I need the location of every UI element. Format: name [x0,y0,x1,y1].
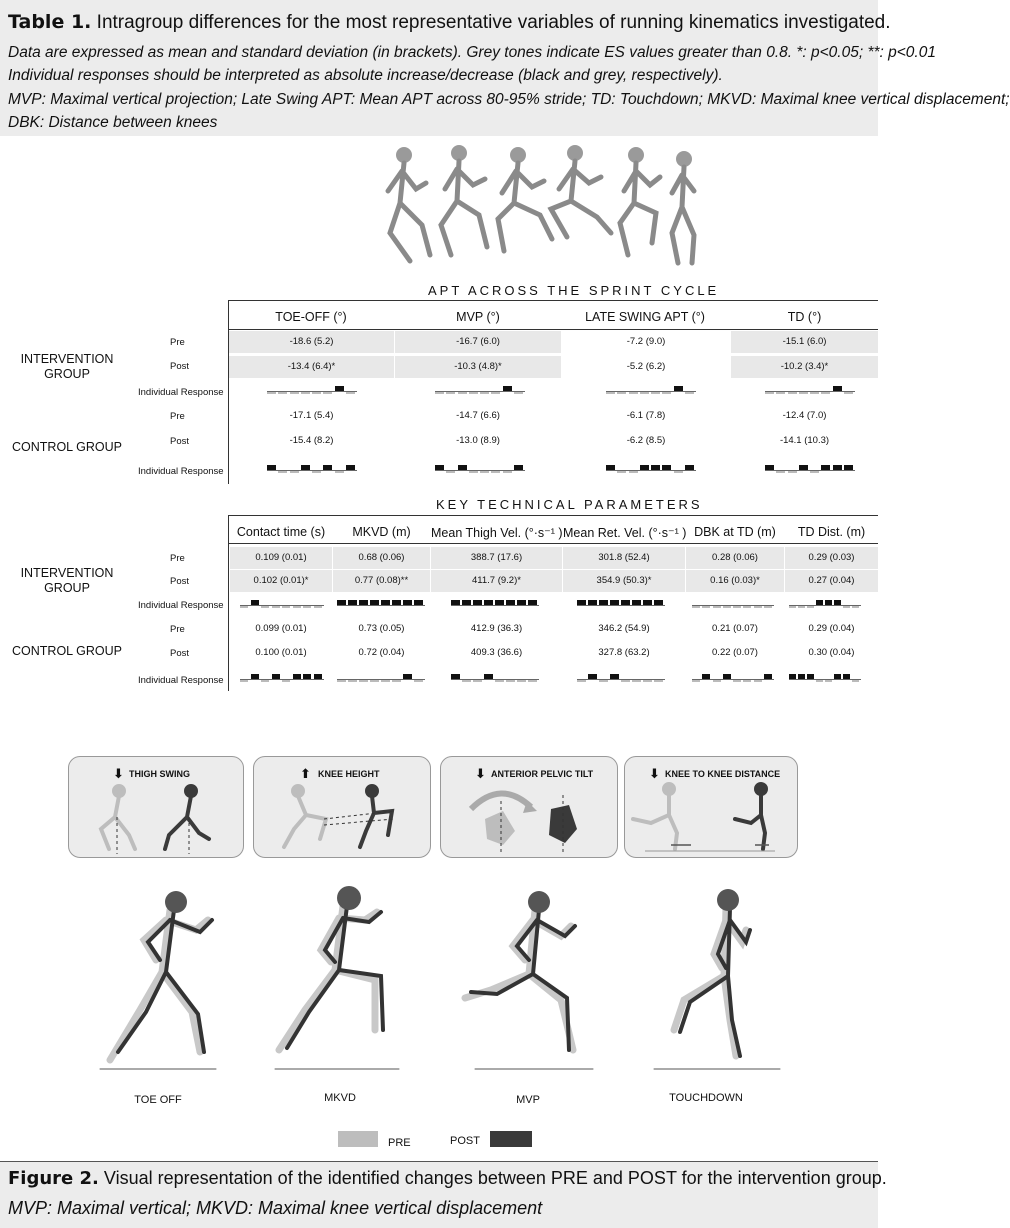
table-note: DBK: Distance between knees [8,114,218,131]
arrow-down-icon: ⬇ [649,766,660,781]
table-note: Data are expressed as mean and standard deviation (in brackets). Grey tones indicate ES values greater than 0.8. *: p<0.05; **: p<0.01 [8,44,936,61]
intervention-response-bar [240,599,324,611]
ktp-control.pre-cell: 0.21 (0.07) [712,623,758,634]
ktp-intervention.pre-cell: 0.68 (0.06) [333,547,430,569]
ktp-intervention.post-cell: 0.77 (0.08)** [333,570,430,592]
figure-label: Figure 2. [8,1168,99,1189]
response-baseline [765,470,855,471]
arrow-up-icon: ⬆ [300,766,311,781]
apt-intervention-label [8,352,126,382]
panel-label: ANTERIOR PELVIC TILT [491,769,594,779]
ktp-header-rule [228,543,878,544]
intervention-response-bar [789,599,861,611]
thigh-swing-skeletons [69,779,243,857]
apt-control.post-cell: -6.2 (8.5) [626,435,666,446]
apt-col-toe-off: TOE-OFF (°) [275,310,347,324]
legend-post-label: POST [450,1135,480,1147]
apt-left-rule [228,300,229,484]
control-response-bar [692,673,774,685]
arrow-down-icon: ⬇ [113,766,124,781]
row-label-pre: Pre [170,553,185,564]
panel-anterior-pelvic-tilt [440,756,618,858]
phase-label-touchdown: TOUCHDOWN [669,1092,743,1104]
ktp-control.post-cell: 409.3 (36.6) [470,647,523,658]
ktp-top-rule [228,515,878,516]
group-label-line: INTERVENTION [20,566,114,580]
apt-control-label: CONTROL GROUP [12,440,122,454]
apt-control.post-cell: -15.4 (8.2) [289,435,334,446]
control-response-bar [240,673,324,685]
ktp-intervention.post-cell: 0.27 (0.04) [785,570,878,592]
ktp-intervention.pre-cell: 301.8 (52.4) [563,547,685,569]
knee-distance-skeletons [625,779,797,857]
overlay-skeletons [90,880,810,1075]
table-title [8,10,891,35]
apt-control.pre-cell: -14.7 (6.6) [456,410,500,421]
response-baseline [240,679,324,680]
phase-label-mkvd: MKVD [324,1092,356,1104]
response-baseline [692,605,774,606]
control-response-bar [451,673,539,685]
apt-intervention.pre-cell: -15.1 (6.0) [731,331,878,353]
panel-thigh-swing [68,756,244,858]
ktp-intervention-label [8,566,126,596]
response-baseline [606,470,696,471]
response-baseline [789,605,861,606]
ktp-col-td-dist: TD Dist. (m) [797,525,866,539]
panel-label: KNEE TO KNEE DISTANCE [665,769,781,779]
intervention-response-bar [337,599,425,611]
response-baseline [267,391,357,392]
row-label-response: Individual Response [138,466,224,477]
response-baseline [451,679,539,680]
apt-section-title: APT ACROSS THE SPRINT CYCLE [428,283,720,298]
apt-intervention.post-cell: -13.4 (6.4)* [229,356,394,378]
apt-intervention.pre-cell: -16.7 (6.0) [395,331,561,353]
arrow-down-icon: ⬇ [475,766,486,781]
row-label-pre: Pre [170,337,185,348]
ktp-intervention.post-cell: 0.102 (0.01)* [230,570,332,592]
response-baseline [435,391,525,392]
legend-pre-swatch [338,1131,378,1147]
response-baseline [789,679,861,680]
intervention-response-bar [451,599,539,611]
ktp-col-mkvd: MKVD (m) [352,525,411,539]
apt-intervention.pre-cell: -18.6 (5.2) [229,331,394,353]
ktp-col-contact-time: Contact time (s) [236,525,326,539]
figure-caption-abbrev: MVP: Maximal vertical; MKVD: Maximal knee vertical displacement [8,1198,543,1218]
apt-intervention.post-cell: -10.3 (4.8)* [395,356,561,378]
ktp-control.post-cell: 0.22 (0.07) [712,647,758,658]
ktp-control.pre-cell: 346.2 (54.9) [598,623,650,634]
ktp-intervention.pre-cell: 0.29 (0.03) [785,547,878,569]
ktp-control.pre-cell: 0.099 (0.01) [255,623,307,634]
row-label-post: Post [170,576,190,587]
pelvic-tilt-illustration [441,779,617,857]
response-baseline [451,605,539,606]
response-baseline [577,605,665,606]
ktp-intervention.pre-cell: 388.7 (17.6) [431,547,562,569]
apt-intervention.pre-cell: -7.2 (9.0) [626,336,666,347]
ktp-control.pre-cell: 0.29 (0.04) [808,623,855,634]
control-response-bar [337,673,425,685]
panel-label: THIGH SWING [129,769,190,779]
control-response-bar [577,673,665,685]
ktp-control.post-cell: 0.100 (0.01) [255,647,307,658]
intervention-response-bar [692,599,774,611]
control-response-bar [765,464,855,476]
table-note: MVP: Maximal vertical projection; Late Swing APT: Mean APT across 80-95% stride; TD: Touchdown; MKVD: Maximal knee vertical displacement; [8,91,1010,108]
response-baseline [267,470,357,471]
apt-intervention.post-cell: -10.2 (3.4)* [731,356,878,378]
row-label-post: Post [170,648,190,659]
table-label: Table 1. [8,11,92,33]
group-label-line: GROUP [44,581,90,595]
control-response-bar [789,673,861,685]
group-label-line: INTERVENTION [20,352,114,366]
apt-col-td: TD (°) [787,310,822,324]
sprint-cycle-illustration [352,143,712,268]
row-label-pre: Pre [170,624,185,635]
apt-col-mvp: MVP (°) [456,310,500,324]
ktp-control-label: CONTROL GROUP [12,644,122,658]
ktp-control.post-cell: 0.72 (0.04) [358,647,405,658]
row-label-response: Individual Response [138,675,224,686]
figure-caption [8,1168,887,1189]
caption-rule [0,1161,878,1162]
legend-post-swatch [490,1131,532,1147]
response-baseline [577,679,665,680]
panel-knee-height [253,756,431,858]
knee-height-skeletons [254,779,430,857]
response-baseline [435,470,525,471]
apt-control.pre-cell: -6.1 (7.8) [626,410,666,421]
phase-label-mvp: MVP [516,1094,540,1106]
intervention-response-bar [577,599,665,611]
apt-header-rule [228,329,878,330]
intervention-response-bar [765,385,855,397]
apt-control.post-cell: -14.1 (10.3) [779,435,830,446]
response-baseline [337,605,425,606]
ktp-col-thigh-vel: Mean Thigh Vel. (°·s⁻¹ ) [431,526,563,540]
ktp-intervention.post-cell: 411.7 (9.2)* [431,570,562,592]
panel-label: KNEE HEIGHT [318,769,380,779]
row-label-response: Individual Response [138,600,224,611]
row-label-response: Individual Response [138,387,224,398]
control-response-bar [435,464,525,476]
ktp-left-rule [228,515,229,691]
response-baseline [337,679,425,680]
apt-control.pre-cell: -12.4 (7.0) [782,410,827,421]
apt-top-rule [228,300,878,301]
ktp-intervention.post-cell: 354.9 (50.3)* [563,570,685,592]
response-baseline [765,391,855,392]
apt-control.post-cell: -13.0 (8.9) [456,435,500,446]
legend-pre-label: PRE [388,1137,411,1149]
row-label-post: Post [170,361,190,372]
control-response-bar [267,464,357,476]
response-baseline [240,605,324,606]
row-label-pre: Pre [170,411,185,422]
ktp-col-ret-vel: Mean Ret. Vel. (°·s⁻¹ ) [563,526,687,540]
ktp-control.pre-cell: 412.9 (36.3) [470,623,523,634]
row-label-post: Post [170,436,190,447]
intervention-response-bar [435,385,525,397]
table-title-text: Intragroup differences for the most representative variables of running kinematics investigated. [96,12,891,33]
ktp-intervention.post-cell: 0.16 (0.03)* [686,570,784,592]
intervention-response-bar [267,385,357,397]
phase-label-toe-off: TOE OFF [134,1094,182,1106]
ktp-control.post-cell: 0.30 (0.04) [808,647,855,658]
apt-control.pre-cell: -17.1 (5.4) [289,410,334,421]
control-response-bar [606,464,696,476]
ktp-control.post-cell: 327.8 (63.2) [598,647,650,658]
panel-knee-to-knee [624,756,798,858]
response-baseline [606,391,696,392]
ktp-section-title: KEY TECHNICAL PARAMETERS [436,497,703,512]
group-label-line: GROUP [44,367,90,381]
apt-intervention.post-cell: -5.2 (6.2) [626,361,666,372]
response-baseline [692,679,774,680]
ktp-intervention.pre-cell: 0.28 (0.06) [686,547,784,569]
figure-caption-text: Visual representation of the identified changes between PRE and POST for the intervention group. [103,1168,887,1188]
ktp-intervention.pre-cell: 0.109 (0.01) [230,547,332,569]
apt-col-late-swing: LATE SWING APT (°) [585,310,705,324]
intervention-response-bar [606,385,696,397]
ktp-col-dbk: DBK at TD (m) [694,525,776,539]
ktp-control.pre-cell: 0.73 (0.05) [358,623,405,634]
table-note: Individual responses should be interpreted as absolute increase/decrease (black and grey, respectively). [8,67,723,84]
